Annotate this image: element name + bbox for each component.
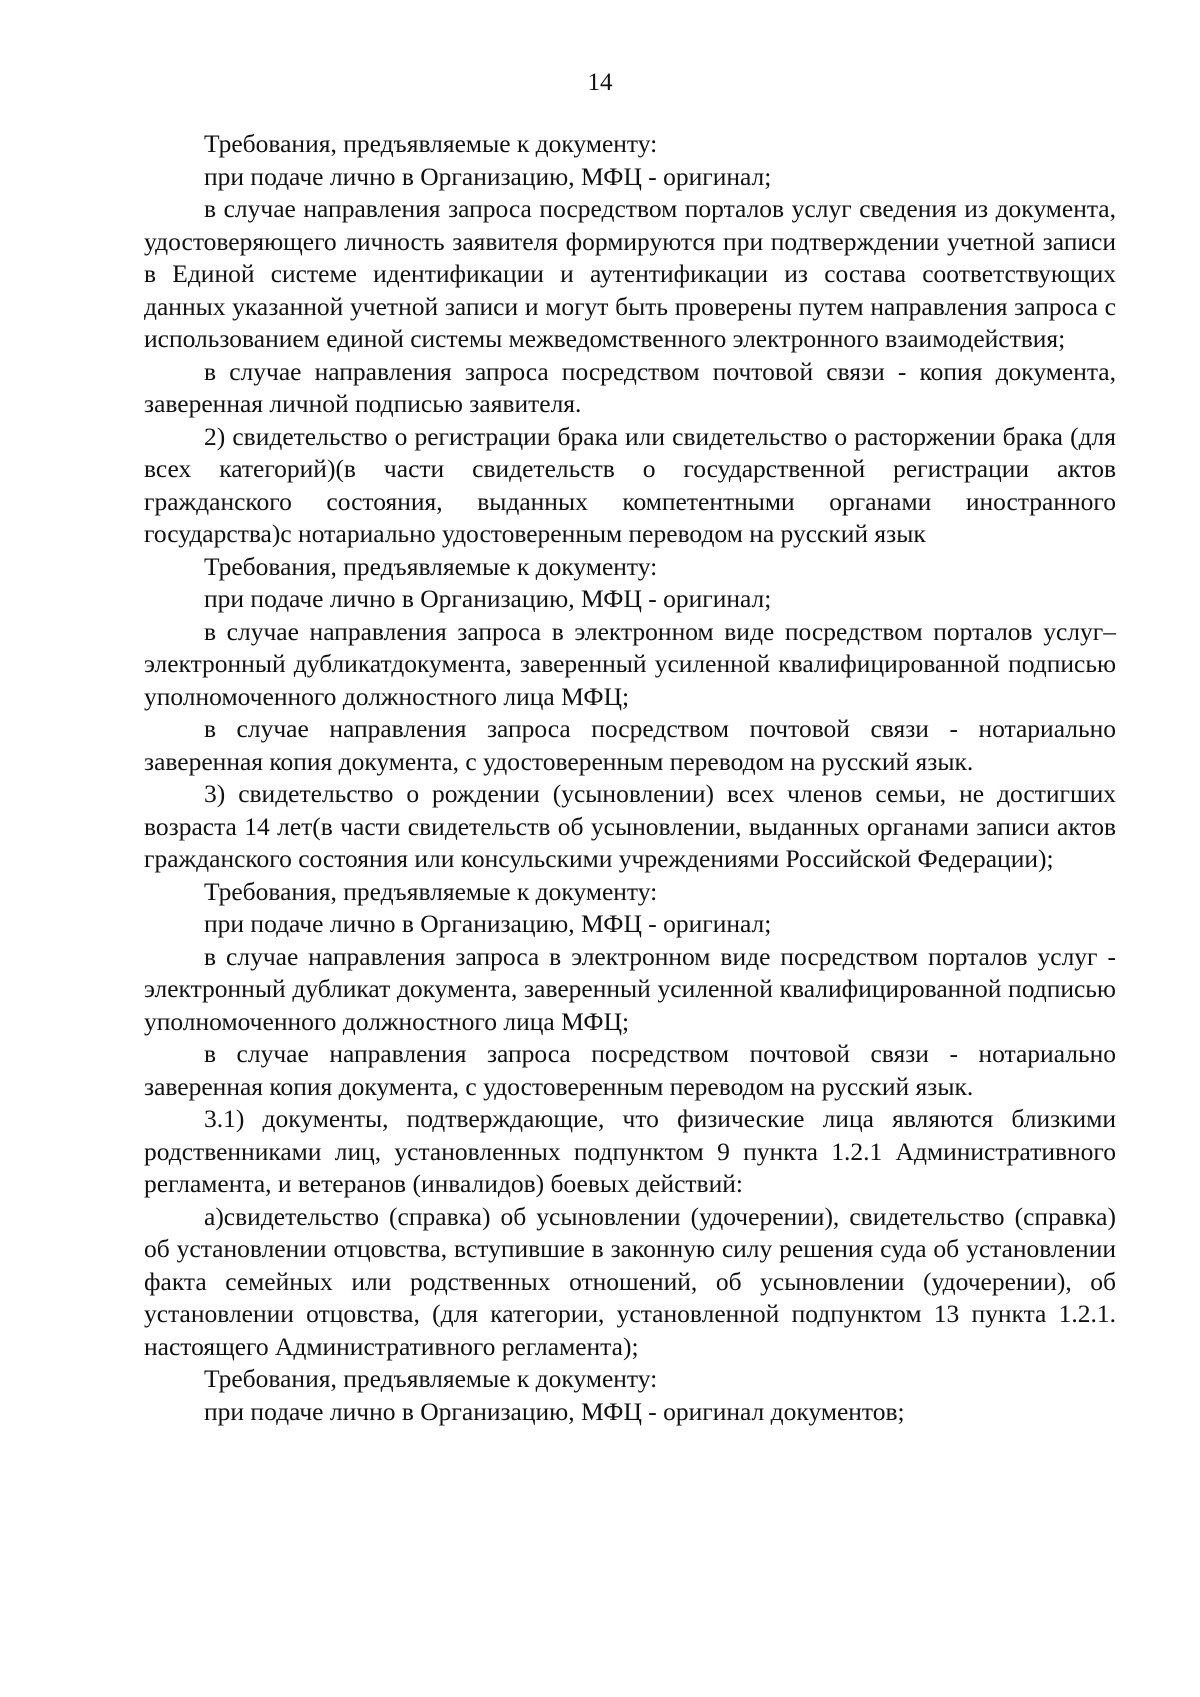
paragraph: в случае направления запроса в электронном виде посредством порталов услуг - электронный дубликат документа, заверенный усиленной квалифицированной подписью уполномоченного должностного лица МФЦ; — [144, 941, 1116, 1036]
paragraph: в случае направления запроса посредством почтовой связи - нотариально заверенная копия документа, с удостоверенным переводом на русский язык. — [144, 1039, 1116, 1101]
paragraph: Требования, предъявляемые к документу: — [204, 551, 658, 581]
paragraph: 2) свидетельство о регистрации брака или свидетельство о расторжении брака (для всех категорий)(в части свидетельств о государственной регистрации актов гражданского состояния, выданных компетентными органами иностранного государства)с нотариально удостоверенным переводом на русский язык — [144, 421, 1116, 548]
paragraph: Требования, предъявляемые к документу: — [204, 129, 658, 158]
paragraph: в случае направления запроса посредством порталов услуг сведения из документа, удостоверяющего личность заявителя формируются при подтверждении учетной записи в Единой системе идентификации и аутентификации из состава соответствующих данных указанной учетной записи и могут быть проверены путем направления запроса с использованием единой системы межведомственного электронного взаимодействия; — [144, 194, 1116, 353]
paragraph: в случае направления запроса в электронном виде посредством порталов услуг– электронный дубликатдокумента, заверенный усиленной квалифицированной подписью уполномоченного должностного лица МФЦ; — [144, 616, 1116, 711]
paragraph: в случае направления запроса посредством почтовой связи - копия документа, заверенная личной подписью заявителя. — [144, 356, 1116, 418]
paragraph: при подаче лично в Организацию, МФЦ - оригинал; — [204, 584, 772, 613]
paragraph: Требования, предъявляемые к документу: — [204, 876, 658, 906]
paragraph: а)свидетельство (справка) об усыновлении (удочерении), свидетельство (справка) об установлении отцовства, вступившие в законную силу решения суда об установлении факта семейных или родственных отношений, об усыновлении (удочерении), об установлении отцовства, (для категории, установленной подпунктом 13 пункта 1.2.1. настоящего Административного регламента); — [144, 1201, 1116, 1361]
paragraph: Требования, предъявляемые к документу: — [204, 1364, 658, 1393]
page-number: 14 — [587, 69, 613, 96]
paragraph: 3.1) документы, подтверждающие, что физические лица являются близкими родственниками лиц, установленных подпунктом 9 пункта 1.2.1 Административного регламента, и ветеранов (инвалидов) боевых действий: — [144, 1104, 1116, 1198]
paragraph: 3) свидетельство о рождении (усыновлении) всех членов семьи, не достигших возраста 14 лет(в части свидетельств об усыновлении, выданных органами записи актов гражданского состояния или консульскими учреждениями Российской Федерации); — [144, 779, 1116, 873]
paragraph: при подаче лично в Организацию, МФЦ - оригинал; — [204, 909, 772, 938]
paragraph: в случае направления запроса посредством почтовой связи - нотариально заверенная копия документа, с удостоверенным переводом на русский язык. — [144, 714, 1116, 776]
document-body — [144, 128, 1116, 1428]
paragraph: при подаче лично в Организацию, МФЦ - оригинал; — [204, 161, 772, 191]
paragraph: при подаче лично в Организацию, МФЦ - оригинал документов; — [204, 1396, 905, 1426]
